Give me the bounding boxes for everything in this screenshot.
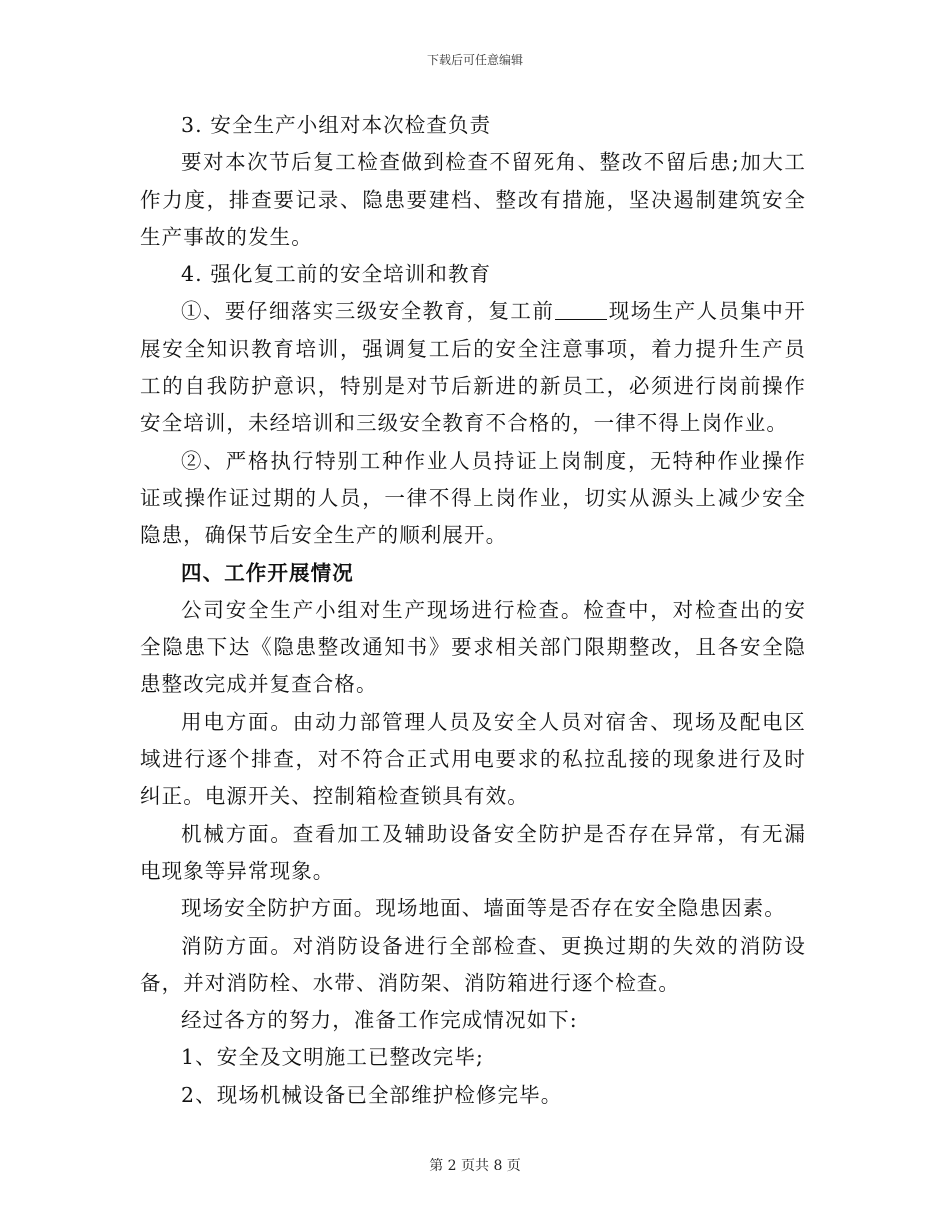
section-heading-work-progress: 四、工作开展情况 (181, 560, 354, 585)
paragraph-site-inspection: 公司安全生产小组对生产现场进行检查。检查中，对检查出的安全隐患下达《隐患整改通知书》要求相关部门限期整改，且各安全隐患整改完成并复查合格。 (140, 597, 806, 697)
list-item-1: 1、安全及文明施工已整改完毕; (181, 1045, 484, 1070)
paragraph-fire-protection: 消防方面。对消防设备进行全部检查、更换过期的失效的消防设备，并对消防栓、水带、消防架、消防箱进行逐个检查。 (140, 933, 806, 995)
paragraph-summary-intro: 经过各方的努力，准备工作完成情况如下: (181, 1008, 578, 1033)
page-header: 下载后可任意编辑 (426, 53, 523, 67)
paragraph-training-item-1 (140, 293, 806, 442)
list-item-2: 2、现场机械设备已全部维护检修完毕。 (181, 1082, 563, 1107)
page-footer: 第 2 页共 8 页 (429, 1158, 521, 1174)
training-item-1-end: 现场生产人员集中开展安全知识教育培训，强调复工后的安全注意事项，着力提升生产员工的自我防护意识，特别是对节后新进的新员工，必须进行岗前操作安全培训，未经培训和三级安全教育不合格的，一律不得上岗作业。 (140, 299, 806, 436)
subheading-training: 4. 强化复工前的安全培训和教育 (181, 262, 492, 287)
paragraph-training-item-2: ②、严格执行特别工种作业人员持证上岗制度，无特种作业操作证或操作证过期的人员，一律不得上岗作业，切实从源头上减少安全隐患，确保节后安全生产的顺利展开。 (140, 448, 806, 548)
training-item-1-start: ①、要仔细落实三级安全教育，复工前 (181, 299, 555, 324)
fill-in-blank (555, 299, 607, 320)
paragraph-inspection-requirement: 要对本次节后复工检查做到检查不留死角、整改不留后患;加大工作力度，排查要记录、隐患要建档、整改有措施，坚决遏制建筑安全生产事故的发生。 (140, 150, 806, 249)
paragraph-electricity: 用电方面。由动力部管理人员及安全人员对宿舍、现场及配电区域进行逐个排查，对不符合正式用电要求的私拉乱接的现象进行及时纠正。电源开关、控制箱检查锁具有效。 (140, 709, 806, 809)
paragraph-site-protection: 现场安全防护方面。现场地面、墙面等是否存在安全隐患因素。 (181, 896, 786, 921)
paragraph-machinery: 机械方面。查看加工及辅助设备安全防护是否存在异常，有无漏电现象等异常现象。 (140, 821, 806, 883)
document-body (140, 107, 806, 1114)
subheading-safety-group: 3. 安全生产小组对本次检查负责 (181, 113, 492, 137)
